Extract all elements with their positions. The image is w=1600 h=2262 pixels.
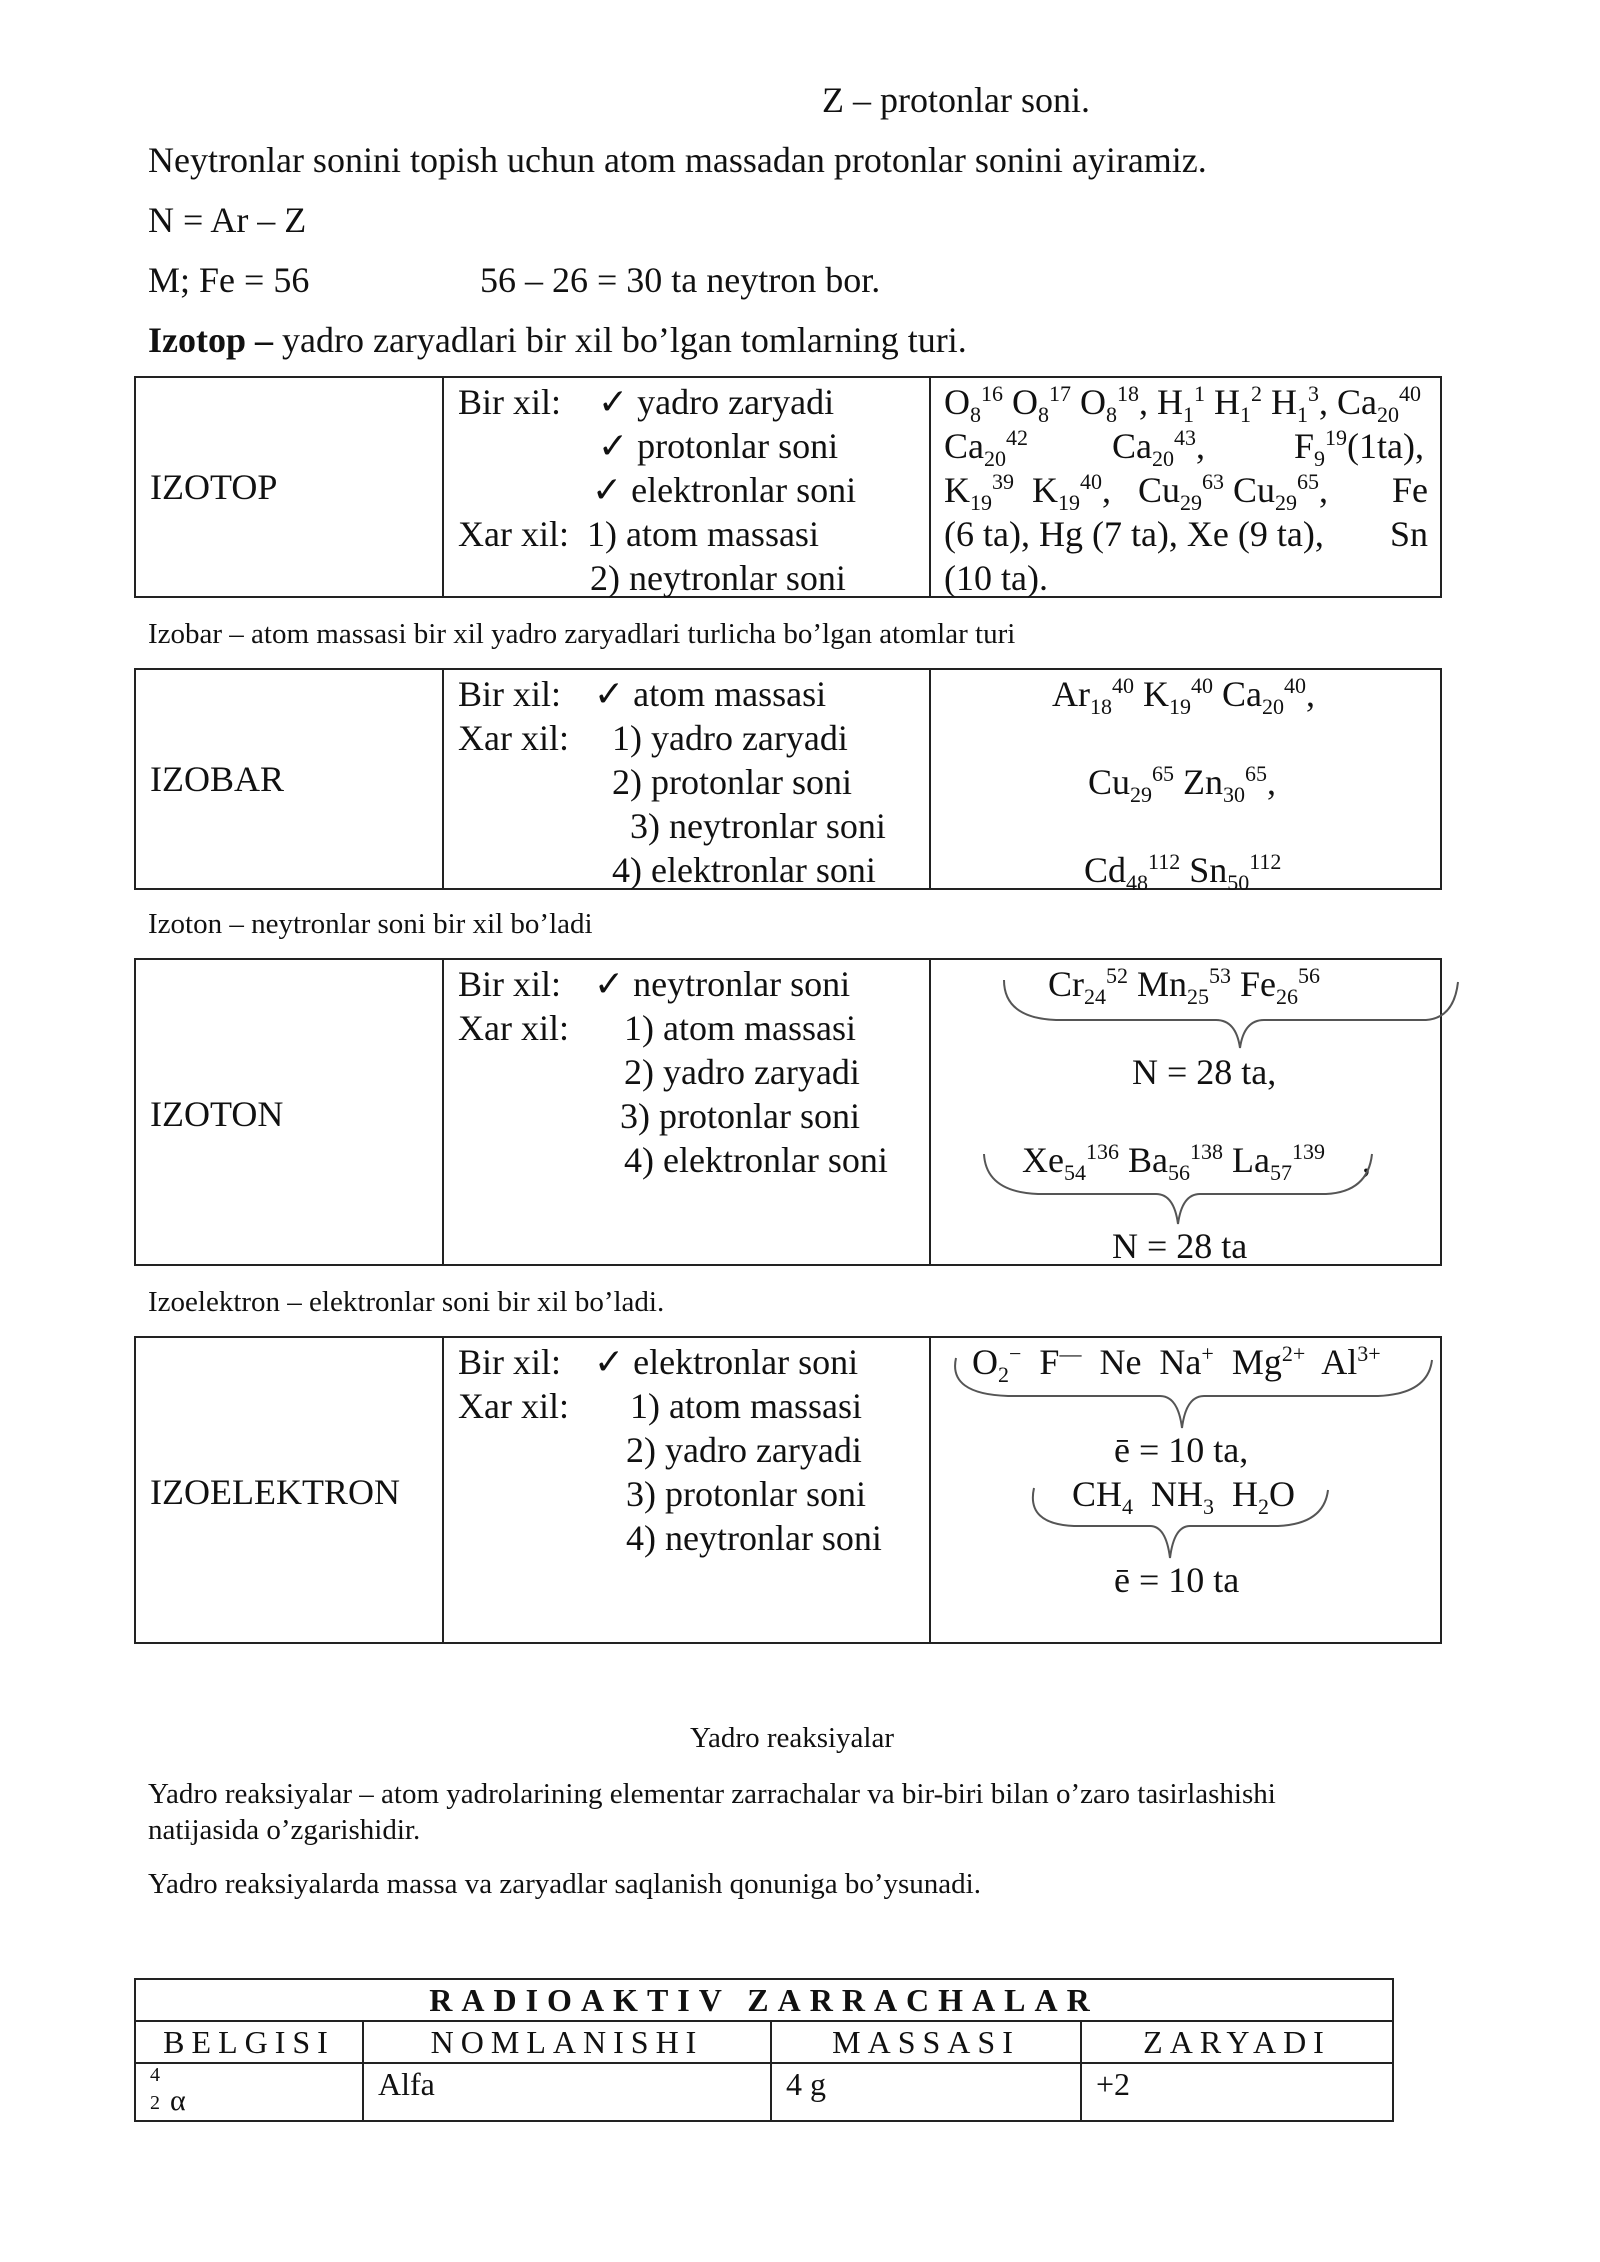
diff-item: 1) yadro zaryadi bbox=[612, 718, 848, 758]
diff-item: 2) yadro zaryadi bbox=[626, 1430, 862, 1470]
cell-name: Alfa bbox=[364, 2064, 772, 2120]
check-item: ✓ atom massasi bbox=[594, 674, 827, 714]
izobar-table bbox=[134, 668, 1442, 896]
cell-mass: 4 g bbox=[772, 2064, 1082, 2120]
izotop-examples-fe: Fe bbox=[1392, 470, 1428, 510]
check-icon: ✓ bbox=[594, 1342, 634, 1382]
izotop-examples-f: $F_9^{19}(1ta)$, bbox=[1294, 425, 1424, 472]
radioactive-particles-table bbox=[134, 1978, 1394, 2122]
same-label: Bir xil: bbox=[458, 674, 562, 714]
izoelektron-examples-line2: $CH_4$ $NH_3$ $H_2O$ bbox=[1072, 1474, 1296, 1520]
header-massasi: MASSASI bbox=[772, 2022, 1082, 2062]
same-label: Bir xil: bbox=[458, 964, 562, 1004]
diff-item: 4) elektronlar soni bbox=[624, 1140, 888, 1180]
izotop-def-text: yadro zaryadlari bir xil bo’lgan tomlarning turi. bbox=[273, 320, 967, 360]
izotop-table bbox=[134, 376, 1442, 598]
check-icon: ✓ bbox=[594, 964, 634, 1004]
check-item: ✓ protonlar soni bbox=[598, 426, 839, 466]
diff-item: 4) neytronlar soni bbox=[626, 1518, 882, 1558]
yadro-law: Yadro reaksiyalarda massa va zaryadlar saqlanish qonuniga bo’ysunadi. bbox=[148, 1868, 981, 1900]
diff-label: Xar xil: bbox=[458, 1386, 569, 1426]
brace-icon bbox=[1014, 1478, 1344, 1562]
izoton-result1: N = 28 ta, bbox=[1132, 1052, 1277, 1092]
brace-icon bbox=[938, 1348, 1438, 1432]
izotop-examples-line2: $Ca_{20}^{42}$ bbox=[944, 425, 1028, 472]
check-icon: ✓ bbox=[592, 470, 632, 510]
diff-item: 3) protonlar soni bbox=[620, 1096, 860, 1136]
diff-label: Xar xil: 1) atom massasi bbox=[458, 514, 819, 554]
check-item: ✓ elektronlar soni bbox=[592, 470, 857, 510]
diff-item: 3) neytronlar soni bbox=[630, 806, 886, 846]
diff-item: 4) elektronlar soni bbox=[612, 850, 876, 890]
brace-icon bbox=[996, 970, 1466, 1052]
diff-label: Xar xil: bbox=[458, 718, 569, 758]
izobar-name: IZOBAR bbox=[150, 759, 284, 799]
izobar-examples-line3: $Cd_{48}^{112}$ $Sn_{50}^{112}$ bbox=[1084, 849, 1282, 896]
atomic-number: 2 bbox=[150, 2092, 160, 2114]
check-icon: ✓ bbox=[594, 674, 634, 714]
izotop-examples-line2b: $Ca_{20}^{43}$, bbox=[1112, 425, 1205, 472]
fe-mass: M; Fe = 56 bbox=[148, 260, 310, 300]
mass-number: 4 bbox=[150, 2064, 160, 2086]
yadro-definition-line1: Yadro reaksiyalar – atom yadrolarining elementar zarrachalar va bir-biri bilan o’zaro tasirlashishi bbox=[148, 1778, 1276, 1810]
diff-item: 2) protonlar soni bbox=[612, 762, 852, 802]
check-item: ✓ elektronlar soni bbox=[594, 1342, 859, 1382]
izobar-caption: Izobar – atom massasi bir xil yadro zaryadlari turlicha bo’lgan atomlar turi bbox=[148, 618, 1016, 650]
table-header-row bbox=[136, 2022, 1392, 2064]
izoton-examples-line1: $Cr_{24}^{52}$ $Mn_{25}^{53}$ $Fe_{26}^{56}$ bbox=[1048, 963, 1321, 1010]
same-label: Bir xil: bbox=[458, 382, 562, 422]
table-title: RADIOAKTIV ZARRACHALAR bbox=[136, 1980, 1392, 2022]
izotop-examples-line1: $O_8^{16}$ $O_8^{17}$ $O_8^{18}$, $H_1^1$ $H_1^2$ $H_1^3$, $Ca_{20}^{40}$ bbox=[944, 381, 1421, 428]
same-label: Bir xil: bbox=[458, 1342, 562, 1382]
diff-item: 2) neytronlar soni bbox=[590, 558, 846, 598]
izotop-examples-line5: (10 ta). bbox=[944, 558, 1048, 598]
check-icon: ✓ bbox=[598, 426, 638, 466]
yadro-definition-line2: natijasida o’zgarishidir. bbox=[148, 1814, 421, 1846]
izobar-examples-line1: $Ar_{18}^{40}$ $K_{19}^{40}$ $Ca_{20}^{40}$, bbox=[1052, 673, 1315, 720]
diff-item: 3) protonlar soni bbox=[626, 1474, 866, 1514]
neutron-formula: N = Ar – Z bbox=[148, 200, 307, 240]
header-zaryadi: ZARYADI bbox=[1143, 2024, 1331, 2060]
check-item: ✓ neytronlar soni bbox=[594, 964, 851, 1004]
izoton-result2: N = 28 ta bbox=[1112, 1226, 1248, 1266]
diff-item: 2) yadro zaryadi bbox=[624, 1052, 860, 1092]
izoton-caption: Izoton – neytronlar soni bir xil bo’ladi bbox=[148, 908, 593, 940]
alpha-symbol: α bbox=[170, 2084, 186, 2117]
izoelektron-table bbox=[134, 1336, 1442, 1644]
izoelektron-result1: ē = 10 ta, bbox=[1114, 1430, 1249, 1470]
z-definition: Z – protonlar soni. bbox=[822, 80, 1090, 120]
izotop-term: Izotop – bbox=[148, 320, 273, 360]
check-item: ✓ yadro zaryadi bbox=[598, 382, 835, 422]
izoelektron-name: IZOELEKTRON bbox=[150, 1472, 400, 1512]
izobar-examples-line2: $Cu_{29}^{65}$ $Zn_{30}^{65}$, bbox=[1088, 761, 1277, 808]
izoton-table bbox=[134, 958, 1442, 1266]
diff-item: 1) atom massasi bbox=[630, 1386, 862, 1426]
izoelektron-caption: Izoelektron – elektronlar soni bir xil bo’ladi. bbox=[148, 1286, 665, 1318]
comma: , bbox=[1362, 1140, 1371, 1180]
neutron-sentence: Neytronlar sonini topish uchun atom massadan protonlar sonini ayiramiz. bbox=[148, 140, 1207, 180]
check-icon: ✓ bbox=[598, 382, 638, 422]
diff-item: 1) atom massasi bbox=[624, 1008, 856, 1048]
izoelektron-result2: ē = 10 ta bbox=[1114, 1560, 1240, 1600]
section-heading: Yadro reaksiyalar bbox=[690, 1722, 895, 1754]
header-belgisi: BELGISI bbox=[136, 2022, 364, 2062]
izotop-examples-line4: (6 ta), Hg (7 ta), Xe (9 ta), bbox=[944, 514, 1324, 554]
cell-symbol bbox=[136, 2064, 364, 2120]
table-row bbox=[136, 2064, 1392, 2120]
header-nomlanishi: NOMLANISHI bbox=[364, 2022, 772, 2062]
izoton-name: IZOTON bbox=[150, 1094, 284, 1134]
fe-calc: 56 – 26 = 30 ta neytron bor. bbox=[480, 260, 881, 300]
cell-charge: +2 bbox=[1096, 2066, 1131, 2102]
izotop-examples-sn: Sn bbox=[1390, 514, 1429, 554]
izotop-name: IZOTOP bbox=[150, 467, 278, 507]
izotop-examples-line3: $K_{19}^{39}$ $K_{19}^{40}$, $Cu_{29}^{63}$ $Cu_{29}^{65}$, bbox=[944, 469, 1329, 516]
izoton-examples-line2: $Xe_{54}^{136}$ $Ba_{56}^{138}$ $La_{57}^{139}$ bbox=[1022, 1139, 1325, 1186]
izoelektron-examples-line1: $O_2^-$ F— Ne Na+ $Mg^{2+}$ $Al^{3+}$ bbox=[972, 1341, 1381, 1388]
izotop-definition bbox=[148, 318, 967, 362]
brace-icon bbox=[976, 1144, 1376, 1226]
diff-label: Xar xil: bbox=[458, 1008, 569, 1048]
